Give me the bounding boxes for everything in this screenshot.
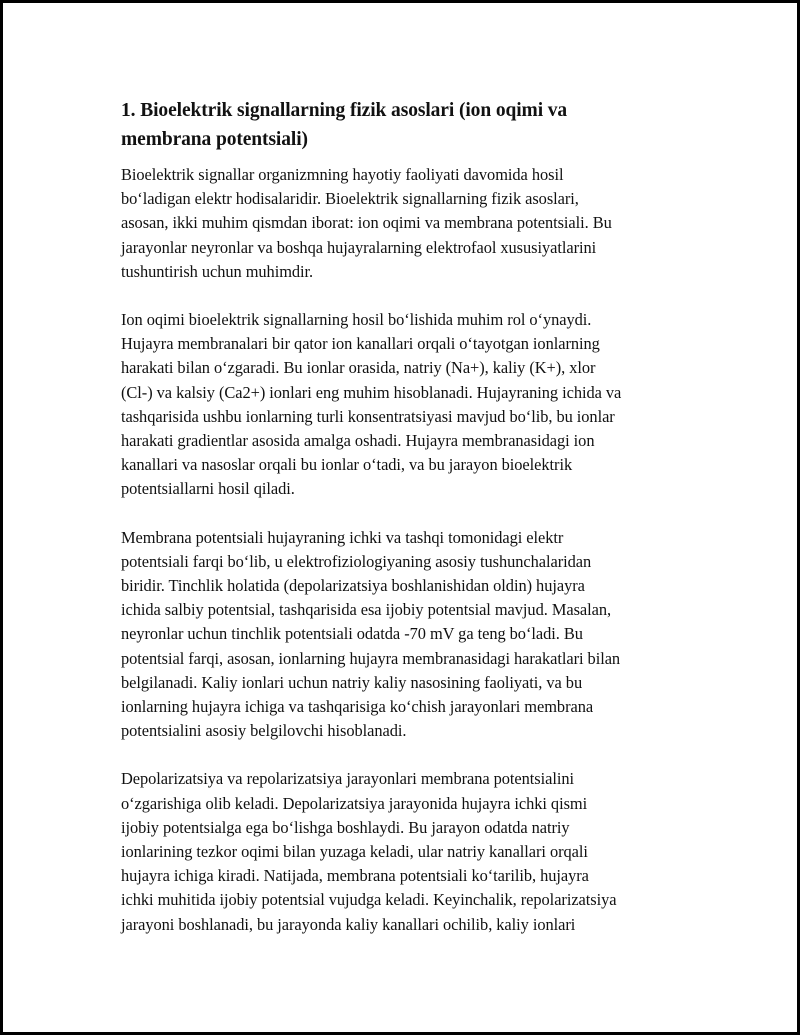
text-line: potentsiali farqi bo‘lib, u elektrofiziologiyaning asosiy tushunchalaridan	[121, 551, 592, 571]
text-line: kanallari va nasoslar orqali bu ionlar o‘tadi, va bu jarayon bioelektrik	[121, 455, 573, 475]
text-line: Membrana potentsiali hujayraning ichki va tashqi tomonidagi elektr	[121, 527, 564, 547]
text-line: harakati bilan o‘zgaradi. Bu ionlar orasida, natriy (Na+), kaliy (K+), xlor	[121, 358, 596, 378]
text-line: o‘zgarishiga olib keladi. Depolarizatsiya jarayonida hujayra ichki qismi	[121, 793, 588, 813]
text-line: asosan, ikki muhim qismdan iborat: ion oqimi va membrana potentsiali. Bu	[121, 213, 612, 233]
text-line: ionlarining tezkor oqimi bilan yuzaga keladi, ular natriy kanallari orqali	[121, 842, 588, 862]
text-line: bo‘ladigan elektr hodisalaridir. Bioelektrik signallarning fizik asoslari,	[121, 189, 579, 209]
text-line: ijobiy potentsialga ega bo‘lishga boshlaydi. Bu jarayon odatda natriy	[121, 817, 570, 837]
text-line: jarayonlar neyronlar va boshqa hujayralarning elektrofaol xususiyatlarini	[121, 237, 597, 257]
text-line: Depolarizatsiya va repolarizatsiya jarayonlari membrana potentsialini	[121, 769, 575, 789]
text-line: (Cl-) va kalsiy (Ca2+) ionlari eng muhim hisoblanadi. Hujayraning ichida va	[121, 382, 622, 402]
section-heading	[121, 96, 689, 154]
text-line: Bioelektrik signallar organizmning hayotiy faoliyati davomida hosil	[121, 165, 564, 184]
text-line: Ion oqimi bioelektrik signallarning hosil bo‘lishida muhim rol o‘ynaydi.	[121, 310, 592, 330]
text-line: ichki muhitida ijobiy potentsial vujudga keladi. Keyinchalik, repolarizatsiya	[121, 890, 617, 910]
text-line: potentsiallarni hosil qiladi.	[121, 479, 295, 499]
heading-line: 1. Bioelektrik signallarning fizik asoslari (ion oqimi va	[121, 100, 568, 121]
heading-line: membrana potentsiali)	[121, 129, 308, 150]
text-line: tashqarisida ushbu ionlarning turli konsentratsiyasi mavjud bo‘lib, bu ionlar	[121, 406, 615, 426]
paragraph-depolarization	[121, 767, 689, 936]
document-body	[121, 96, 689, 961]
paragraph-membrane-potential	[121, 526, 689, 744]
text-line: belgilanadi. Kaliy ionlari uchun natriy kaliy nasosining faoliyati, va bu	[121, 672, 583, 692]
text-line: biridir. Tinchlik holatida (depolarizatsiya boshlanishidan oldin) hujayra	[121, 576, 585, 596]
text-line: hujayra ichiga kiradi. Natijada, membrana potentsiali ko‘tarilib, hujayra	[121, 866, 589, 886]
text-line: ichida salbiy potentsial, tashqarisida esa ijobiy potentsial mavjud. Masalan,	[121, 600, 612, 620]
text-line: ionlarning hujayra ichiga va tashqarisiga ko‘chish jarayonlari membrana	[121, 697, 594, 717]
text-line: tushuntirish uchun muhimdir.	[121, 261, 314, 281]
text-line: Hujayra membranalari bir qator ion kanallari orqali o‘tayotgan ionlarning	[121, 334, 600, 354]
text-line: potentsialini asosiy belgilovchi hisoblanadi.	[121, 721, 407, 741]
paragraph-intro	[121, 163, 689, 284]
text-line: neyronlar uchun tinchlik potentsiali odatda -70 mV ga teng bo‘ladi. Bu	[121, 624, 583, 644]
paragraph-ion-flow	[121, 308, 689, 502]
text-line: harakati gradientlar asosida amalga oshadi. Hujayra membranasidagi ion	[121, 431, 595, 451]
text-line: jarayoni boshlanadi, bu jarayonda kaliy kanallari ochilib, kaliy ionlari	[121, 914, 576, 934]
text-line: potentsial farqi, asosan, ionlarning hujayra membranasidagi harakatlari bilan	[121, 648, 621, 668]
